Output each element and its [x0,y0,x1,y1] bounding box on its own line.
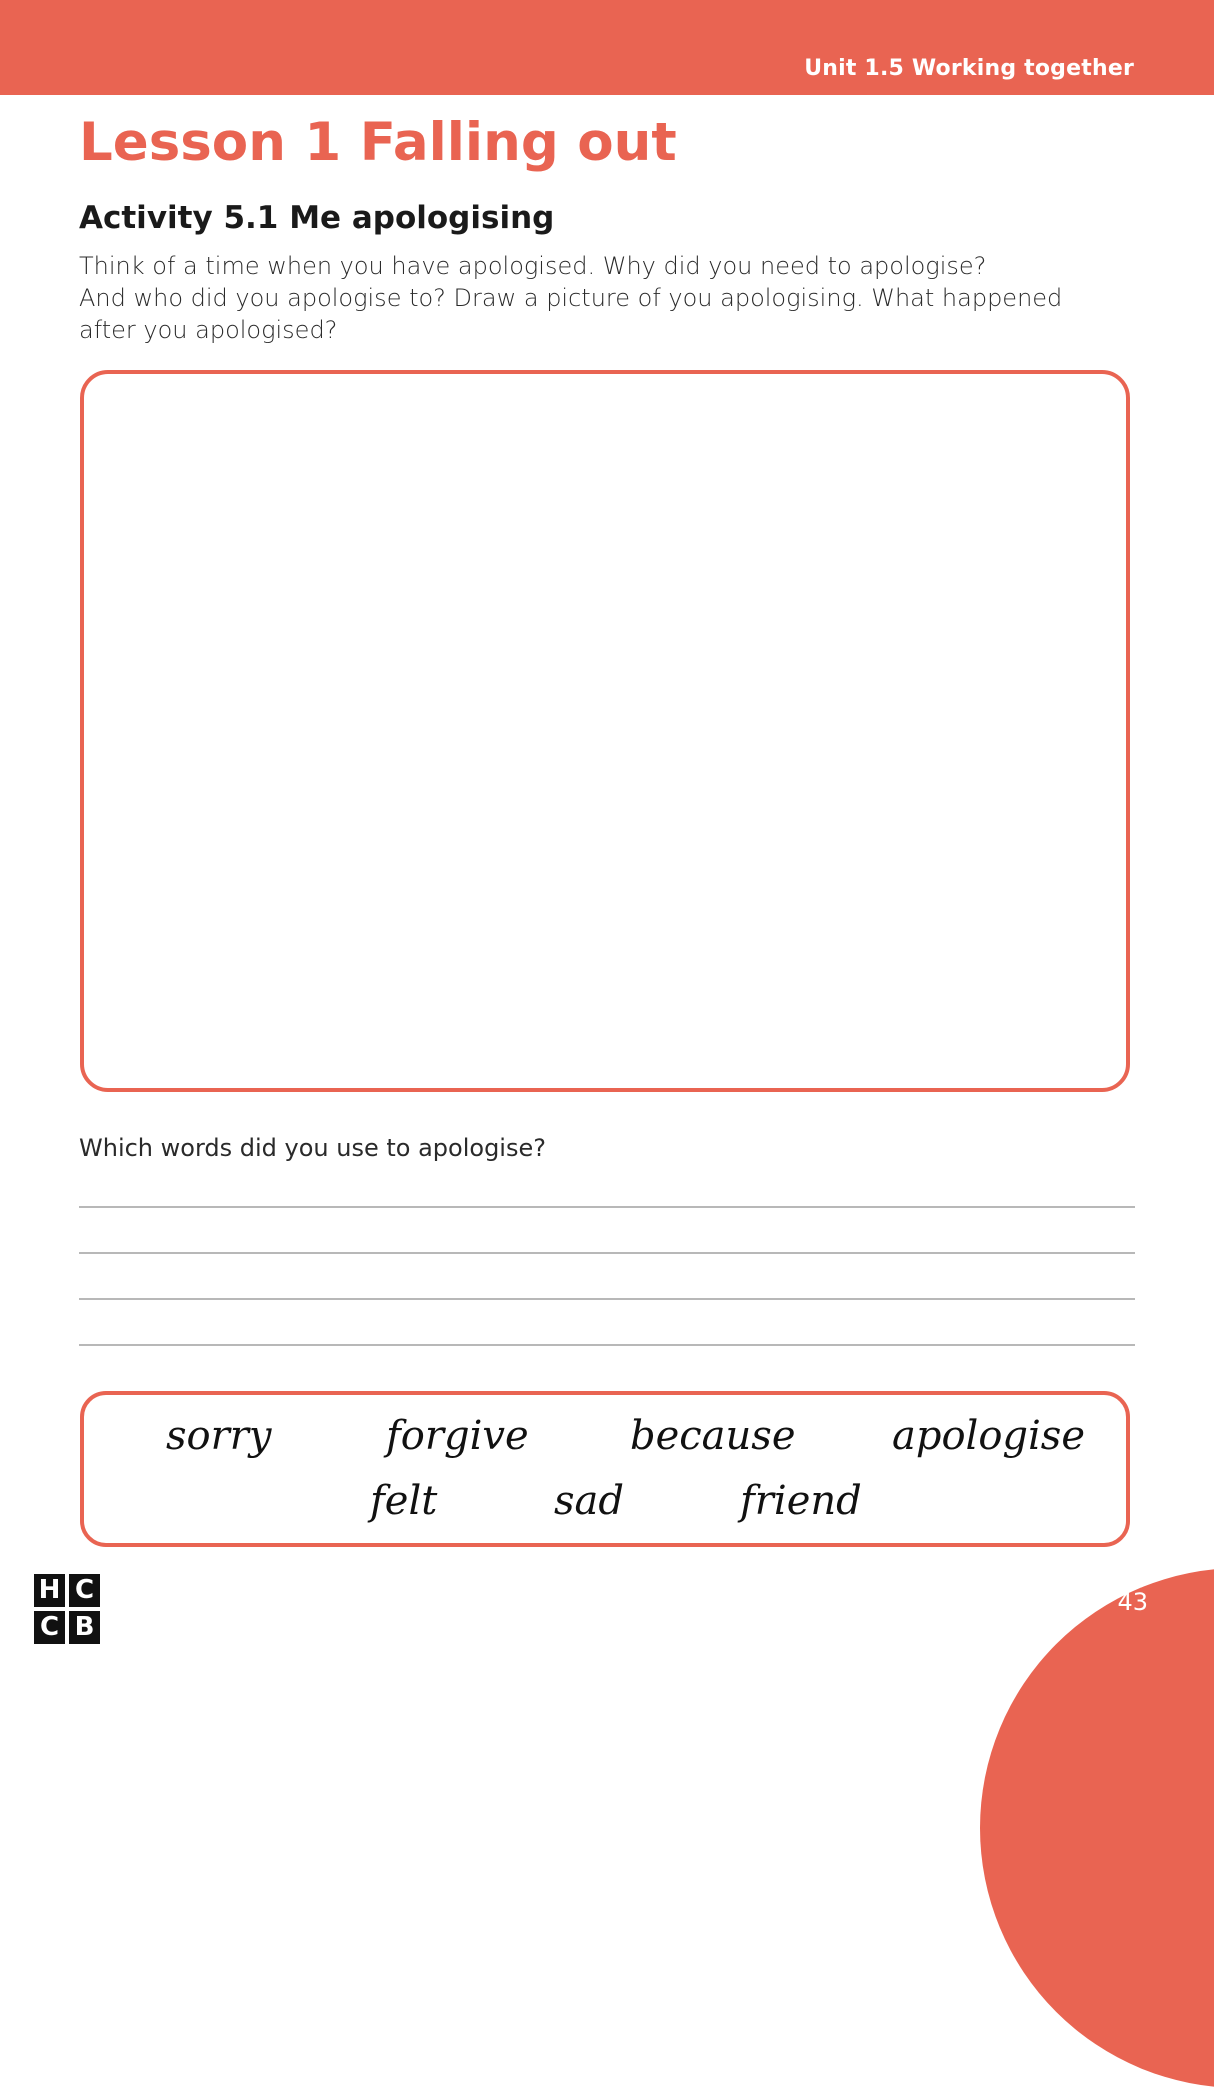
publisher-logo [34,1574,102,1646]
instructions-line: after you apologised? [79,316,338,344]
logo-letter: H [34,1574,65,1607]
word-bank-item: friend [740,1478,862,1524]
logo-letter: B [69,1611,100,1644]
answer-line[interactable] [79,1298,1135,1300]
word-bank-item: forgive [386,1413,529,1459]
page-number: 43 [1117,1588,1148,1616]
logo-letter: C [34,1611,65,1644]
lesson-title: Lesson 1 Falling out [79,112,677,173]
drawing-area[interactable] [80,370,1130,1092]
word-bank-item: because [630,1413,796,1459]
answer-line[interactable] [79,1344,1135,1346]
activity-number: Activity 5.1 [79,200,279,236]
activity-heading [79,200,554,237]
question-text: Which words did you use to apologise? [79,1134,546,1162]
word-bank-item: sorry [166,1413,272,1459]
instructions-line: And who did you apologise to? Draw a picture of you apologising. What happened [79,284,1063,312]
word-bank-item: sad [554,1478,624,1524]
activity-name: Me apologising [289,200,555,236]
instructions-line: Think of a time when you have apologised. Why did you need to apologise? [79,252,987,280]
instructions [79,250,1079,346]
answer-line[interactable] [79,1252,1135,1254]
unit-label: Unit 1.5 Working together [804,56,1134,81]
word-bank [80,1391,1130,1547]
word-bank-item: apologise [892,1413,1086,1459]
logo-letter: C [69,1574,100,1607]
word-bank-item: felt [370,1478,438,1524]
header-bar [0,0,1214,95]
answer-line[interactable] [79,1206,1135,1208]
page-corner-decoration [980,1568,1214,2088]
